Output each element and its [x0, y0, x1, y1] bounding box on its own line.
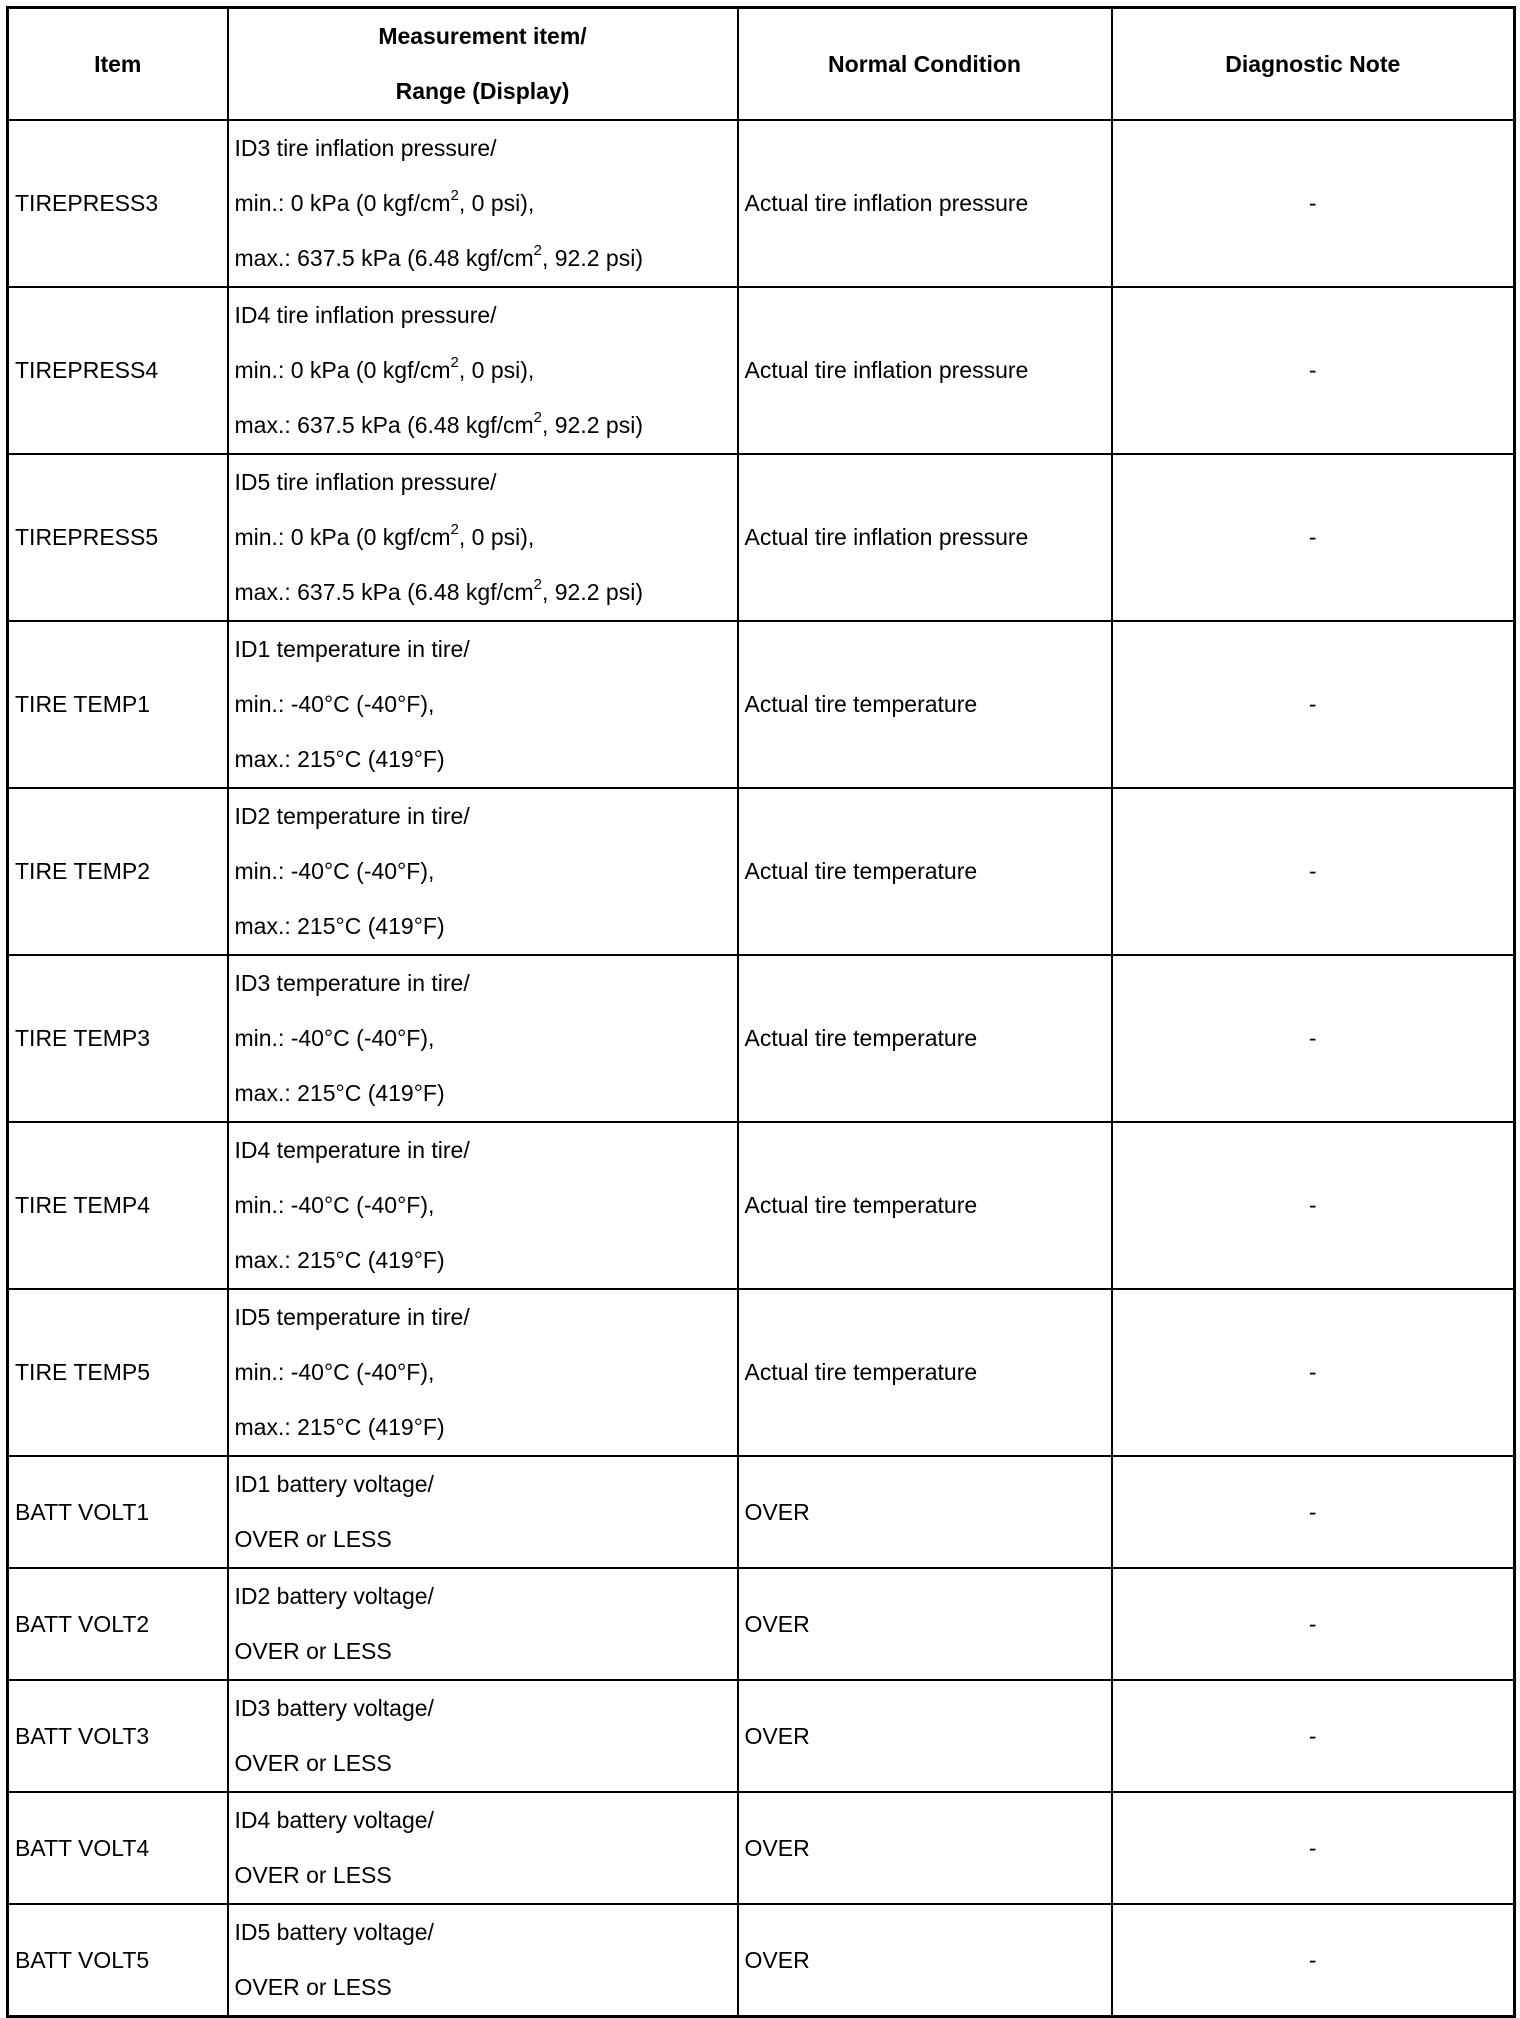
header-measurement-line2: Range (Display): [395, 78, 570, 104]
normal-condition-cell: Actual tire inflation pressure: [738, 120, 1112, 287]
table-row: [8, 621, 1515, 788]
range-line: min.: -40°C (-40°F),: [234, 1359, 435, 1385]
header-measurement-line1: Measurement item/: [378, 23, 587, 49]
normal-condition-cell: OVER: [738, 1792, 1112, 1904]
table-row: [8, 1568, 1515, 1680]
diagnostic-table: [6, 6, 1516, 2018]
range-line: OVER or LESS: [234, 1638, 392, 1664]
diagnostic-note-cell: -: [1112, 454, 1515, 621]
diagnostic-note-cell: -: [1112, 120, 1515, 287]
range-line: ID5 temperature in tire/: [234, 1304, 470, 1330]
table-row: [8, 955, 1515, 1122]
table-row: [8, 788, 1515, 955]
range-line: max.: 215°C (419°F): [234, 1247, 445, 1273]
range-cell: [228, 1904, 738, 2017]
range-line: max.: 215°C (419°F): [234, 1414, 445, 1440]
range-line: ID4 battery voltage/: [234, 1807, 434, 1833]
item-cell: BATT VOLT4: [8, 1792, 228, 1904]
diagnostic-note-cell: -: [1112, 1456, 1515, 1568]
range-line: ID5 tire inflation pressure/: [234, 469, 497, 495]
range-line: max.: 637.5 kPa (6.48 kgf/$cm^2$, 92.2 psi): [234, 242, 643, 271]
range-cell: [228, 1122, 738, 1289]
range-line: min.: -40°C (-40°F),: [234, 1192, 435, 1218]
range-line: min.: 0 kPa (0 kgf/$cm^2$, 0 psi),: [234, 354, 535, 383]
normal-condition-cell: Actual tire temperature: [738, 955, 1112, 1122]
item-cell: BATT VOLT2: [8, 1568, 228, 1680]
header-measurement: [228, 8, 738, 121]
range-cell: [228, 1680, 738, 1792]
range-line: OVER or LESS: [234, 1974, 392, 2000]
range-line: ID4 temperature in tire/: [234, 1137, 470, 1163]
range-line: ID2 battery voltage/: [234, 1583, 434, 1609]
range-line: ID3 temperature in tire/: [234, 970, 470, 996]
item-cell: TIRE TEMP3: [8, 955, 228, 1122]
item-cell: TIREPRESS3: [8, 120, 228, 287]
header-normal-condition: Normal Condition: [738, 8, 1112, 121]
range-cell: [228, 287, 738, 454]
range-line: ID1 battery voltage/: [234, 1471, 434, 1497]
item-cell: BATT VOLT1: [8, 1456, 228, 1568]
item-cell: BATT VOLT5: [8, 1904, 228, 2017]
diagnostic-note-cell: -: [1112, 287, 1515, 454]
table-row: [8, 1289, 1515, 1456]
range-line: ID2 temperature in tire/: [234, 803, 470, 829]
range-line: max.: 215°C (419°F): [234, 746, 445, 772]
item-cell: TIRE TEMP4: [8, 1122, 228, 1289]
table-row: [8, 1904, 1515, 2017]
range-line: ID3 battery voltage/: [234, 1695, 434, 1721]
item-cell: TIREPRESS5: [8, 454, 228, 621]
item-cell: TIRE TEMP2: [8, 788, 228, 955]
normal-condition-cell: OVER: [738, 1680, 1112, 1792]
range-line: ID1 temperature in tire/: [234, 636, 470, 662]
normal-condition-cell: OVER: [738, 1568, 1112, 1680]
range-line: min.: 0 kPa (0 kgf/$cm^2$, 0 psi),: [234, 521, 535, 550]
item-cell: TIRE TEMP1: [8, 621, 228, 788]
range-cell: [228, 1792, 738, 1904]
range-line: max.: 637.5 kPa (6.48 kgf/$cm^2$, 92.2 psi): [234, 409, 643, 438]
range-cell: [228, 120, 738, 287]
range-cell: [228, 1289, 738, 1456]
range-line: OVER or LESS: [234, 1750, 392, 1776]
range-line: OVER or LESS: [234, 1862, 392, 1888]
diagnostic-note-cell: -: [1112, 1568, 1515, 1680]
range-line: max.: 215°C (419°F): [234, 913, 445, 939]
range-line: ID5 battery voltage/: [234, 1919, 434, 1945]
table-row: [8, 1680, 1515, 1792]
normal-condition-cell: OVER: [738, 1456, 1112, 1568]
range-line: min.: -40°C (-40°F),: [234, 691, 435, 717]
normal-condition-cell: Actual tire temperature: [738, 1122, 1112, 1289]
range-cell: [228, 1456, 738, 1568]
diagnostic-note-cell: -: [1112, 1680, 1515, 1792]
normal-condition-cell: OVER: [738, 1904, 1112, 2017]
diagnostic-note-cell: -: [1112, 621, 1515, 788]
range-line: max.: 215°C (419°F): [234, 1080, 445, 1106]
item-cell: BATT VOLT3: [8, 1680, 228, 1792]
item-cell: TIREPRESS4: [8, 287, 228, 454]
range-cell: [228, 788, 738, 955]
diagnostic-note-cell: -: [1112, 955, 1515, 1122]
range-line: min.: -40°C (-40°F),: [234, 858, 435, 884]
range-line: min.: 0 kPa (0 kgf/$cm^2$, 0 psi),: [234, 187, 535, 216]
diagnostic-note-cell: -: [1112, 788, 1515, 955]
range-line: ID3 tire inflation pressure/: [234, 135, 497, 161]
normal-condition-cell: Actual tire temperature: [738, 1289, 1112, 1456]
range-line: ID4 tire inflation pressure/: [234, 302, 497, 328]
table-row: [8, 454, 1515, 621]
diagnostic-note-cell: -: [1112, 1122, 1515, 1289]
diagnostic-note-cell: -: [1112, 1904, 1515, 2017]
normal-condition-cell: Actual tire inflation pressure: [738, 287, 1112, 454]
diagnostic-note-cell: -: [1112, 1289, 1515, 1456]
range-line: max.: 637.5 kPa (6.48 kgf/$cm^2$, 92.2 psi): [234, 576, 643, 605]
table-row: [8, 1122, 1515, 1289]
table-row: [8, 1456, 1515, 1568]
range-cell: [228, 955, 738, 1122]
table-header-row: [8, 8, 1515, 121]
header-diagnostic-note: Diagnostic Note: [1112, 8, 1515, 121]
range-line: min.: -40°C (-40°F),: [234, 1025, 435, 1051]
table-row: [8, 120, 1515, 287]
normal-condition-cell: Actual tire temperature: [738, 788, 1112, 955]
range-cell: [228, 1568, 738, 1680]
table-row: [8, 287, 1515, 454]
table-row: [8, 1792, 1515, 1904]
range-line: OVER or LESS: [234, 1526, 392, 1552]
header-item: Item: [8, 8, 228, 121]
normal-condition-cell: Actual tire temperature: [738, 621, 1112, 788]
normal-condition-cell: Actual tire inflation pressure: [738, 454, 1112, 621]
diagnostic-note-cell: -: [1112, 1792, 1515, 1904]
item-cell: TIRE TEMP5: [8, 1289, 228, 1456]
range-cell: [228, 621, 738, 788]
range-cell: [228, 454, 738, 621]
